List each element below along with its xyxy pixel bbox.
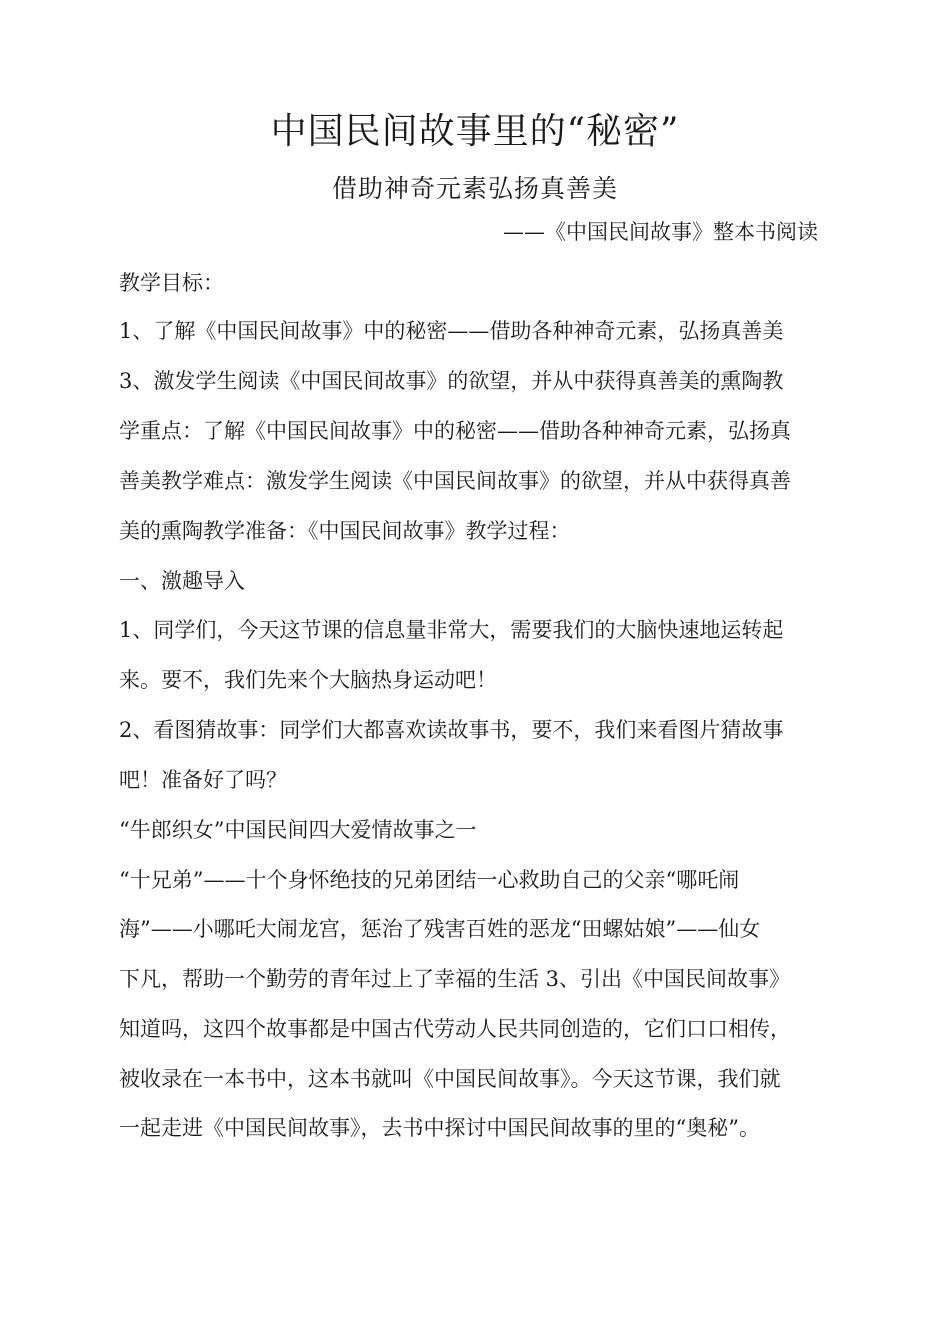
document-byline: ——《中国民间故事》整本书阅读 [503, 220, 818, 244]
text-line: 来。要不，我们先来个大脑热身运动吧！ [119, 668, 497, 692]
text-line: 学重点：了解《中国民间故事》中的秘密——借助各种神奇元素，弘扬真 [119, 419, 791, 443]
text-line: 1、同学们，今天这节课的信息量非常大，需要我们的大脑快速地运转起 [119, 618, 784, 642]
document-subtitle: 借助神奇元素弘扬真善美 [331, 174, 618, 203]
text-line: 一起走进《中国民间故事》，去书中探讨中国民间故事的里的“奥秘”。 [119, 1116, 760, 1140]
text-line: 教学目标： [119, 271, 224, 295]
text-line: 知道吗，这四个故事都是中国古代劳动人民共同创造的，它们口口相传， [119, 1017, 791, 1041]
text-line: “牛郎织女”中国民间四大爱情故事之一 [119, 818, 477, 842]
text-line: 2、看图猜故事：同学们大都喜欢读故事书，要不，我们来看图片猜故事 [119, 718, 784, 742]
text-line: 吧！准备好了吗？ [119, 768, 287, 792]
text-line: 海”——小哪吒大闹龙宫，惩治了残害百姓的恶龙“田螺姑娘”——仙女 [119, 917, 761, 941]
text-line: 3、激发学生阅读《中国民间故事》的欲望，并从中获得真善美的熏陶教 [119, 369, 784, 393]
text-line: 美的熏陶教学准备：《中国民间故事》教学过程： [119, 519, 571, 543]
text-line: 1、了解《中国民间故事》中的秘密——借助各种神奇元素，弘扬真善美 [119, 319, 784, 343]
document-title: 中国民间故事里的“秘密” [270, 111, 680, 152]
text-line: “十兄弟”——十个身怀绝技的兄弟团结一心救助自己的父亲“哪吒闹 [119, 868, 740, 892]
text-line: 下凡，帮助一个勤劳的青年过上了幸福的生活 3、引出《中国民间故事》 [119, 967, 791, 991]
text-line: 一、激趣导入 [119, 569, 245, 593]
text-line: 被收录在一本书中，这本书就叫《中国民间故事》。今天这节课，我们就 [119, 1067, 781, 1091]
text-line: 善美教学难点：激发学生阅读《中国民间故事》的欲望，并从中获得真善 [119, 469, 791, 493]
